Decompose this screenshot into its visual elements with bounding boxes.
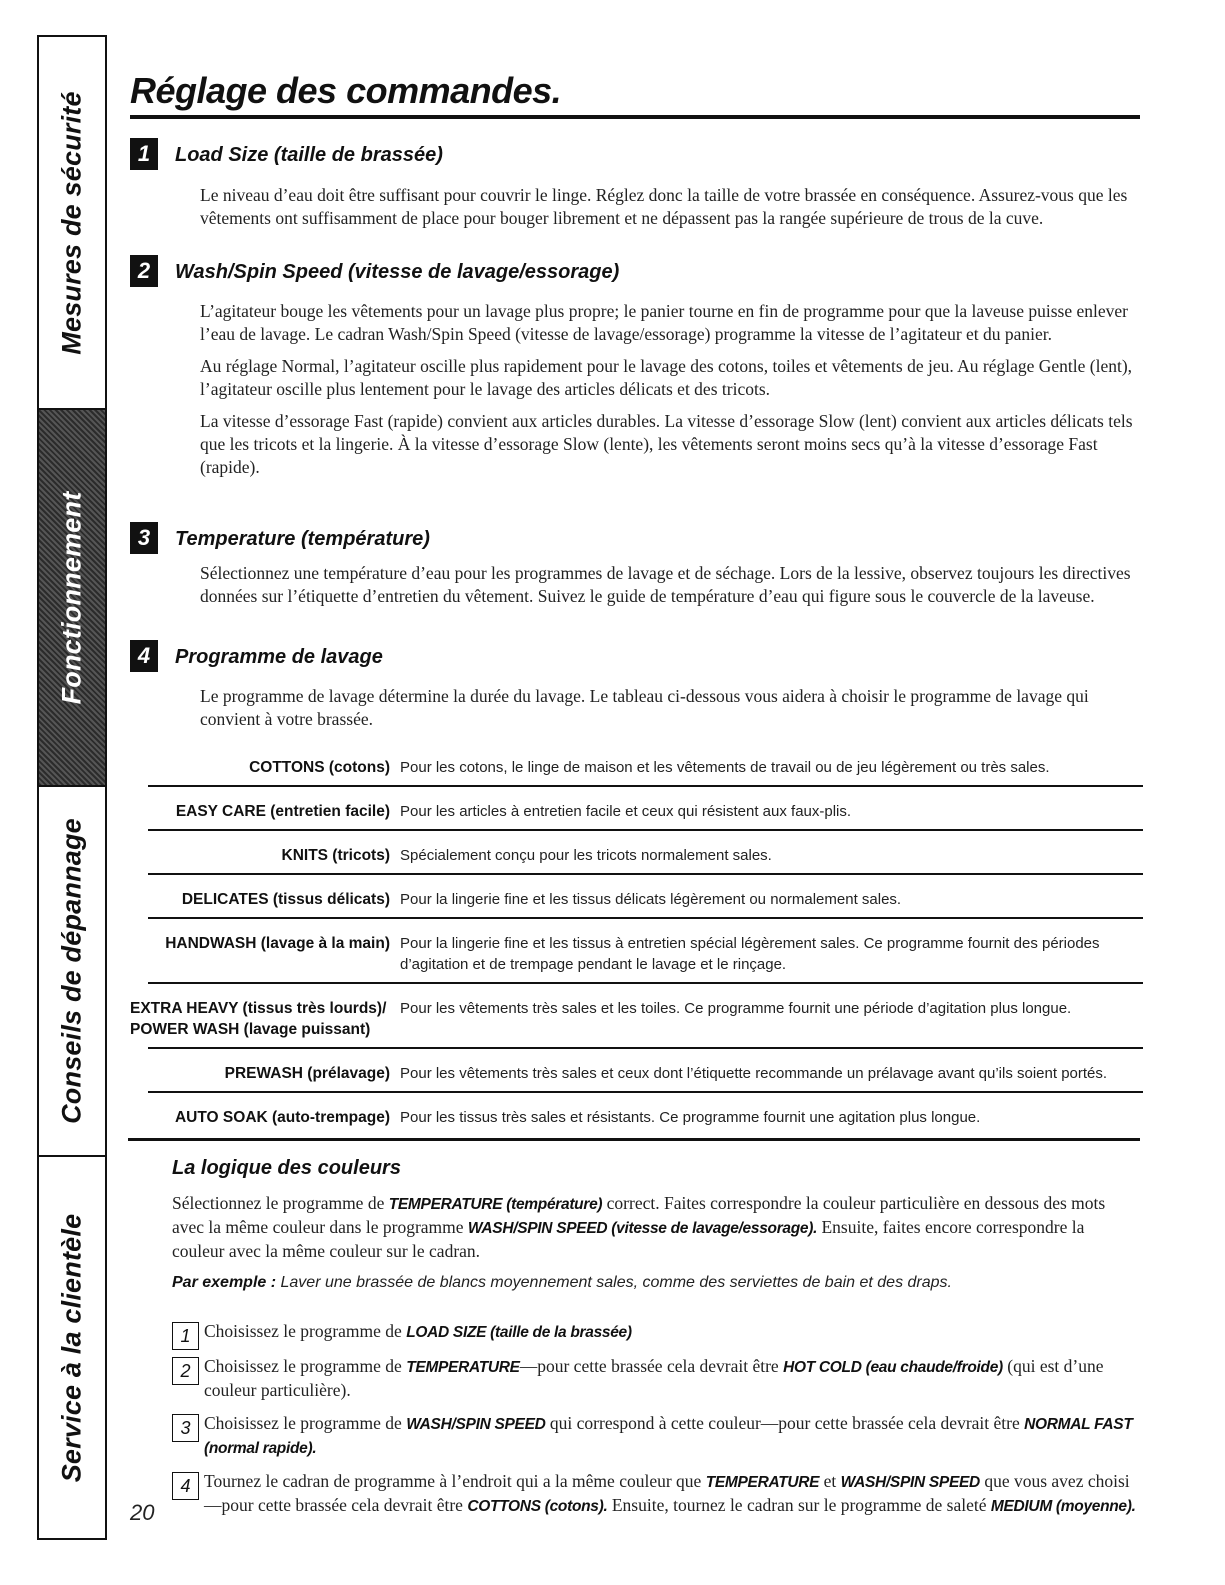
step-number: 1 — [172, 1322, 199, 1350]
side-tab-label: Service à la clientèle — [56, 1213, 87, 1482]
step-plain: (qui est d’une couleur particulière). — [204, 1356, 1104, 1400]
program-name — [130, 998, 390, 1040]
program-name: COTTONS (cotons) — [249, 759, 390, 776]
section-number-badge: 2 — [130, 255, 158, 287]
step-emphasis: HOT COLD (eau chaude/froide) — [783, 1359, 1003, 1376]
step-emphasis: TEMPERATURE — [406, 1359, 520, 1376]
section-heading: Temperature (température) — [175, 528, 430, 550]
step-item — [172, 1320, 1140, 1344]
step-text — [204, 1355, 1140, 1402]
page-title: Réglage des commandes. — [130, 70, 562, 111]
section-number-badge: 3 — [130, 522, 158, 554]
program-description: Pour les tissus très sales et résistants. Ce programme fournit une agitation plus longue. — [400, 1109, 981, 1126]
side-tab-customer-service[interactable] — [39, 1157, 105, 1538]
example-line — [172, 1274, 1132, 1292]
program-name: EASY CARE (entretien facile) — [175, 803, 390, 820]
table-row — [148, 931, 1143, 984]
program-name: KNITS (tricots) — [281, 847, 390, 864]
step-plain: Choisissez le programme de — [204, 1321, 407, 1341]
program-name: AUTO SOAK (auto-trempage) — [174, 1109, 390, 1126]
program-description: Pour les vêtements très sales et les toiles. Ce programme fournit une période d’agitation plus longue. — [400, 1000, 1072, 1017]
step-plain: —pour cette brassée cela devrait être — [519, 1356, 784, 1376]
program-description: Pour la lingerie fine et les tissus à entretien spécial légèrement sales. Ce programme fournit des périodes d’agitation et de trempage pendant le lavage et le rinçage. — [400, 935, 1100, 973]
program-description: Pour les vêtements très sales et ceux dont l’étiquette recommande un prélavage avant qu’ils soient portés. — [400, 1065, 1108, 1082]
section-body — [200, 184, 1145, 230]
step-number: 4 — [172, 1472, 199, 1500]
table-row — [148, 1105, 1143, 1135]
side-tab-troubleshooting[interactable] — [39, 787, 105, 1157]
program-table — [130, 755, 1143, 1135]
example-text: Laver une brassée de blancs moyennement sales, comme des serviettes de bain et des draps. — [276, 1274, 952, 1291]
table-row — [148, 755, 1143, 787]
program-name: DELICATES (tissus délicats) — [181, 891, 390, 908]
intro-emphasis: WASH/SPIN SPEED (vitesse de lavage/essorage). — [467, 1220, 818, 1237]
section-body — [200, 300, 1145, 479]
step-plain: Choisissez le programme de — [204, 1356, 407, 1376]
side-tab-operation[interactable] — [39, 410, 105, 787]
step-plain: qui correspond à cette couleur—pour cette brassée cela devrait être — [545, 1413, 1025, 1433]
section-heading: Wash/Spin Speed (vitesse de lavage/essorage) — [175, 261, 620, 283]
intro-emphasis: TEMPERATURE (température) — [388, 1196, 603, 1213]
paragraph: Le programme de lavage détermine la durée du lavage. Le tableau ci-dessous vous aidera à choisir le programme de lavage qui convient à votre brassée. — [200, 686, 1089, 729]
section-body — [200, 685, 1145, 731]
step-emphasis: LOAD SIZE (taille de la brassée) — [406, 1324, 632, 1341]
paragraph: Le niveau d’eau doit être suffisant pour couvrir le linge. Réglez donc la taille de votre brassée en conséquence. Assurez-vous que les vêtements ont suffisamment de place pour bouger librement et ne dépassent pas la rangée supérieure de trous de la cuve. — [200, 185, 1128, 228]
step-item — [172, 1355, 1140, 1402]
table-row — [148, 843, 1143, 875]
color-logic-intro — [172, 1192, 1132, 1263]
program-name: HANDWASH (lavage à la main) — [165, 935, 390, 952]
program-description: Pour les cotons, le linge de maison et les vêtements de travail ou de jeu légèrement ou très sales. — [400, 759, 1050, 776]
paragraph: Au réglage Normal, l’agitateur oscille plus rapidement pour le lavage des cotons, toiles et vêtements de jeu. Au réglage Gentle (lent), l’agitateur oscille plus lentement pour le lavage des articles délicats et des tricots. — [200, 356, 1133, 399]
color-logic-heading: La logique des couleurs — [172, 1157, 401, 1179]
paragraph: L’agitateur bouge les vêtements pour un lavage plus propre; le panier tourne en fin de programme pour que la laveuse puisse enlever l’eau de lavage. Le cadran Wash/Spin Speed (vitesse de lavage/essorage) programme la vitesse de l’agitateur et du panier. — [200, 301, 1128, 344]
paragraph: La vitesse d’essorage Fast (rapide) convient aux articles durables. La vitesse d’essorage Slow (lent) convient aux articles délicats tels que les tricots et la lingerie. À la vitesse d’essorage Slow (lente), les vêtements seront moins secs qu’à la vitesse d’essorage Fast (rapide). — [200, 411, 1133, 477]
table-row — [148, 887, 1143, 919]
step-emphasis: MEDIUM (moyenne). — [990, 1498, 1136, 1515]
table-end-divider — [128, 1138, 1140, 1141]
intro-text: Sélectionnez le programme de — [172, 1193, 389, 1213]
table-row — [130, 996, 1143, 1049]
intro-text: correct. Faites correspondre la couleur particulière en dessous des mots avec la même couleur dans le programme — [172, 1193, 1106, 1237]
step-text — [204, 1412, 1140, 1460]
program-name: PREWASH (prélavage) — [224, 1065, 390, 1082]
side-tab-safety[interactable] — [39, 37, 105, 410]
program-description: Spécialement conçu pour les tricots normalement sales. — [400, 847, 772, 864]
program-description: Pour la lingerie fine et les tissus délicats légèrement ou normalement sales. — [400, 891, 902, 908]
step-emphasis: WASH/SPIN SPEED — [406, 1416, 546, 1433]
section-heading: Load Size (taille de brassée) — [175, 144, 443, 166]
table-row — [148, 799, 1143, 831]
paragraph: Sélectionnez une température d’eau pour les programmes de lavage et de séchage. Lors de la lessive, observez toujours les directives données sur l’étiquette d’entretien du vêtement. Suivez le guide de température d’eau qui figure sous le couvercle de la laveuse. — [200, 563, 1131, 606]
step-plain: et — [819, 1471, 841, 1491]
step-number: 2 — [172, 1357, 199, 1385]
side-tab-label: Conseils de dépannage — [56, 818, 87, 1124]
step-emphasis: NORMAL FAST (normal rapide). — [204, 1416, 1133, 1457]
step-plain: Tournez le cadran de programme à l’endroit qui a la même couleur que — [204, 1471, 706, 1491]
section-heading: Programme de lavage — [175, 646, 383, 668]
table-row — [148, 1061, 1143, 1093]
side-navigation — [37, 35, 107, 1540]
step-text — [204, 1320, 1140, 1344]
step-item — [172, 1412, 1140, 1460]
section-body — [200, 562, 1145, 608]
step-number: 3 — [172, 1414, 199, 1442]
program-name-line: POWER WASH (lavage puissant) — [130, 1021, 371, 1038]
step-text — [204, 1470, 1140, 1518]
step-item — [172, 1470, 1140, 1518]
section-number-badge: 1 — [130, 138, 158, 170]
intro-text: Ensuite, faites encore correspondre la couleur avec la même couleur sur le cadran. — [172, 1217, 1085, 1261]
step-plain: Choisissez le programme de — [204, 1413, 407, 1433]
step-plain: que vous avez choisi—pour cette brassée cela devrait être — [204, 1471, 1130, 1515]
example-label: Par exemple : — [172, 1274, 277, 1291]
step-emphasis: TEMPERATURE — [705, 1474, 820, 1491]
section-number-badge: 4 — [130, 640, 158, 672]
page-number: 20 — [130, 1500, 155, 1525]
step-emphasis: COTTONS (cotons). — [467, 1498, 608, 1515]
title-divider — [130, 115, 1140, 119]
side-tab-label: Mesures de sécurité — [56, 90, 87, 355]
step-plain: Ensuite, tournez le cadran sur le programme de saleté — [607, 1495, 991, 1515]
side-tab-label: Fonctionnement — [56, 491, 87, 704]
program-description: Pour les articles à entretien facile et ceux qui résistent aux faux-plis. — [400, 803, 852, 820]
step-emphasis: WASH/SPIN SPEED — [840, 1474, 980, 1491]
program-name-line: EXTRA HEAVY (tissus très lourds)/ — [130, 1000, 387, 1017]
